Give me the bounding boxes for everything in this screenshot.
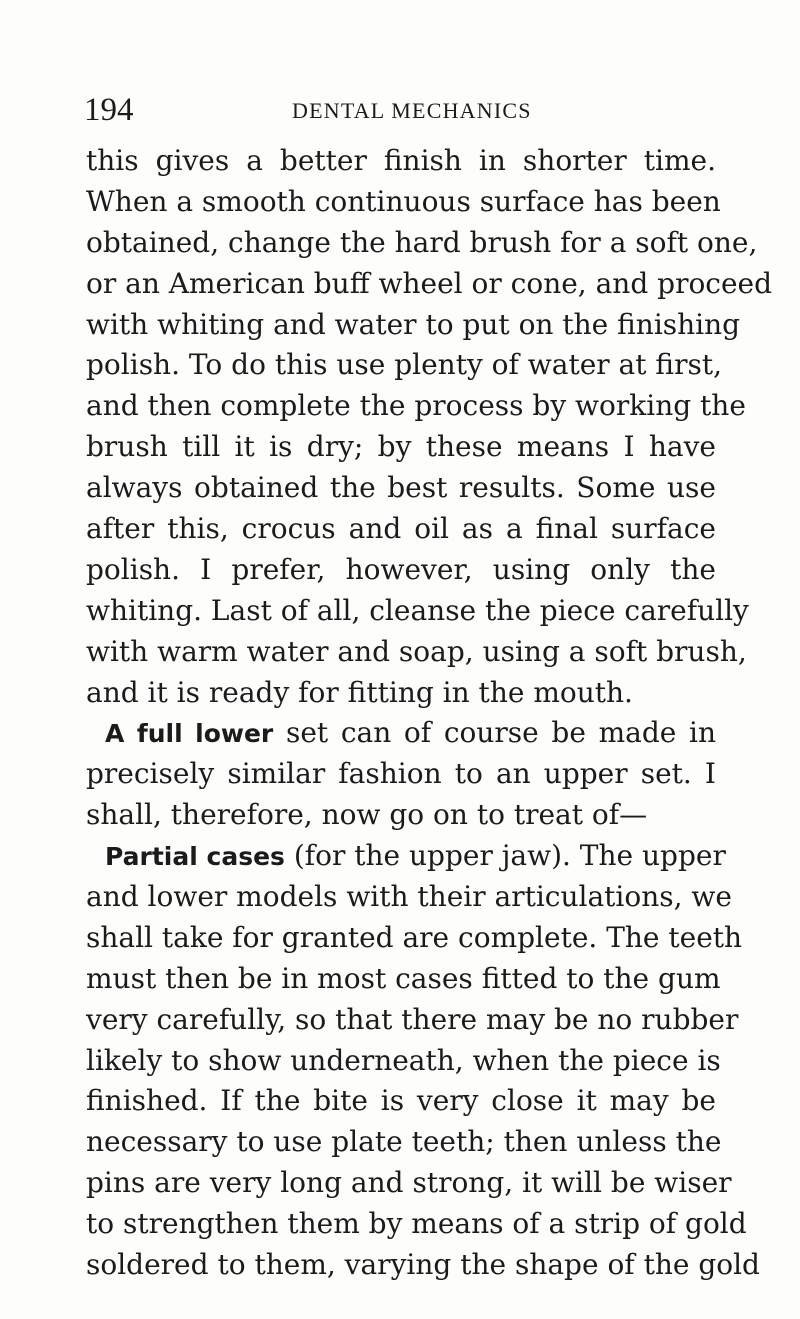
text-line: pins are very long and strong, it will be wiser bbox=[86, 1166, 732, 1200]
text-line: must then be in most cases fitted to the gum bbox=[86, 961, 721, 995]
text-span: set can of course be made in bbox=[273, 716, 716, 750]
text-line: shall, therefore, now go on to treat of— bbox=[86, 798, 648, 832]
text-line: to strengthen them by means of a strip of gold bbox=[86, 1207, 747, 1241]
text-line: always obtained the best results. Some use bbox=[86, 471, 716, 505]
text-line: after this, crocus and oil as a final surface bbox=[86, 512, 716, 546]
running-head: DENTAL MECHANICS bbox=[292, 98, 532, 123]
text-line: with warm water and soap, using a soft brush, bbox=[86, 634, 747, 668]
text-line: finished. If the bite is very close it may be bbox=[86, 1084, 716, 1118]
text-line bbox=[86, 836, 726, 877]
paragraph-partial-cases bbox=[86, 836, 760, 1286]
text-line: precisely similar fashion to an upper set. I bbox=[86, 757, 716, 791]
page-number: 194 bbox=[84, 92, 134, 128]
text-line: or an American buff wheel or cone, and proceed bbox=[86, 266, 773, 300]
text-line: with whiting and water to put on the finishing bbox=[86, 307, 741, 341]
body-text bbox=[86, 141, 773, 1286]
text-line: polish. I prefer, however, using only the bbox=[86, 552, 716, 586]
text-line: and then complete the process by working the bbox=[86, 389, 746, 423]
paragraph-full-lower bbox=[86, 713, 716, 836]
paragraph-finishing bbox=[86, 141, 773, 713]
text-line: polish. To do this use plenty of water at first, bbox=[86, 348, 722, 382]
text-line: brush till it is dry; by these means I have bbox=[86, 430, 716, 464]
text-line: necessary to use plate teeth; then unless the bbox=[86, 1125, 722, 1159]
text-line: very carefully, so that there may be no rubber bbox=[86, 1002, 739, 1036]
run-in-heading: A full lower bbox=[105, 719, 274, 749]
text-span: (for the upper jaw). The upper bbox=[284, 839, 726, 873]
run-in-heading: Partial cases bbox=[105, 842, 285, 872]
text-line: obtained, change the hard brush for a soft one, bbox=[86, 225, 758, 259]
text-line: this gives a better finish in shorter time. bbox=[86, 144, 716, 177]
text-line: and lower models with their articulations, we bbox=[86, 880, 732, 914]
text-line bbox=[86, 713, 716, 754]
text-line: whiting. Last of all, cleanse the piece carefully bbox=[86, 593, 749, 627]
text-line: soldered to them, varying the shape of the gold bbox=[86, 1248, 760, 1282]
text-line: shall take for granted are complete. The teeth bbox=[86, 920, 743, 954]
text-line: likely to show underneath, when the piece is bbox=[86, 1043, 721, 1077]
page-header bbox=[84, 90, 716, 130]
text-line: and it is ready for fitting in the mouth. bbox=[86, 675, 633, 709]
text-line: When a smooth continuous surface has been bbox=[86, 184, 721, 218]
